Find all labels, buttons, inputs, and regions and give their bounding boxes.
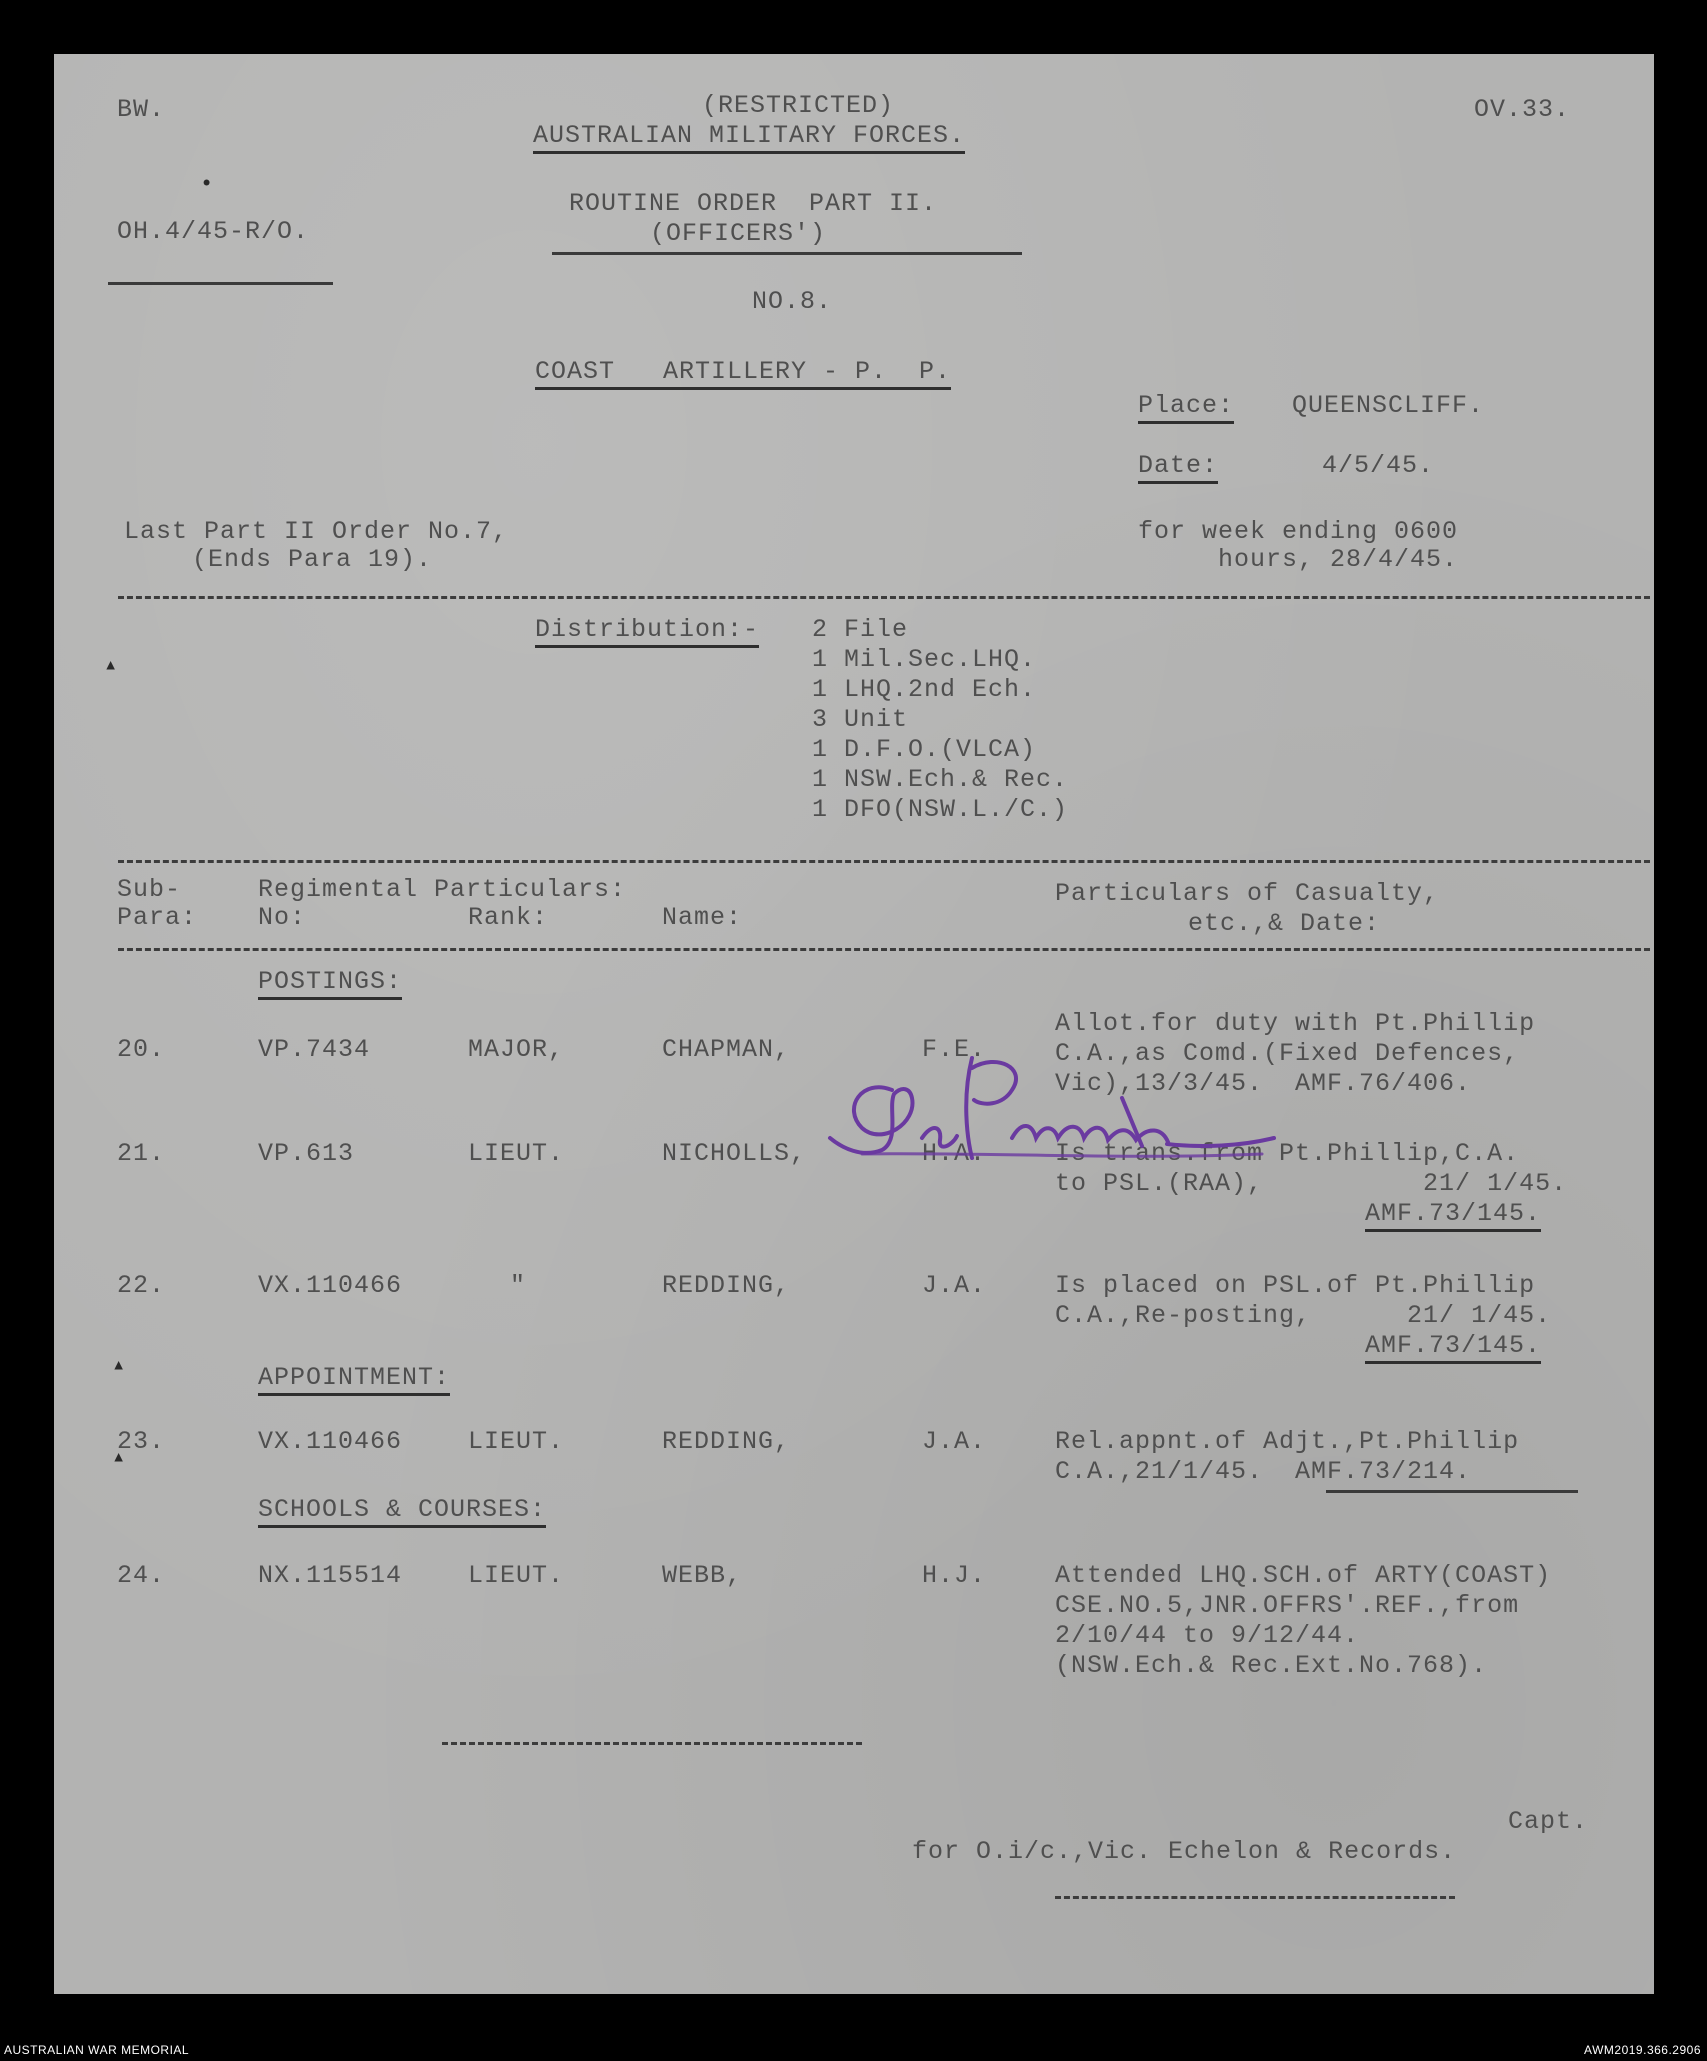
section-postings: POSTINGS:: [258, 968, 402, 1000]
entry-detail: C.A.,as Comd.(Fixed Defences,: [1055, 1039, 1520, 1068]
entry-name: NICHOLLS,: [662, 1139, 807, 1168]
entry-detail: (NSW.Ech.& Rec.Ext.No.768).: [1055, 1651, 1488, 1680]
reference-rule: [108, 282, 333, 285]
right-code: OV.33.: [1474, 95, 1571, 124]
unit-heading: COAST ARTILLERY - P. P.: [535, 358, 951, 390]
separator-dashes-3: [118, 948, 1650, 951]
entry-detail: Attended LHQ.SCH.of ARTY(COAST): [1055, 1561, 1552, 1590]
entry-initials: J.A.: [922, 1271, 987, 1300]
distribution-item: 1 NSW.Ech.& Rec.: [812, 765, 1069, 794]
entry-detail: to PSL.(RAA), 21/ 1/45.: [1055, 1169, 1568, 1198]
entry-para: 22.: [117, 1271, 166, 1300]
entry-detail: 2/10/44 to 9/12/44.: [1055, 1621, 1360, 1650]
entry-para: 20.: [117, 1035, 166, 1064]
entry-initials: F.E.: [922, 1035, 987, 1064]
entry-detail: Is trans.from Pt.Phillip,C.A.: [1055, 1139, 1520, 1168]
column-no: No:: [258, 903, 307, 932]
entry-no: VP.7434: [258, 1035, 371, 1064]
entry-para: 24.: [117, 1561, 166, 1590]
restricted-label: (RESTRICTED): [702, 91, 895, 120]
place-label: Place:: [1138, 392, 1234, 424]
entry-para: 23.: [117, 1427, 166, 1456]
column-rank: Rank:: [468, 903, 549, 932]
left-code: BW.: [117, 95, 166, 124]
date-label: Date:: [1138, 452, 1218, 484]
entry-detail: Is placed on PSL.of Pt.Phillip: [1055, 1271, 1536, 1300]
amf-underline: [1326, 1490, 1578, 1493]
entry-detail: CSE.NO.5,JNR.OFFRS'.REF.,from: [1055, 1591, 1520, 1620]
entry-detail: C.A.,Re-posting, 21/ 1/45.: [1055, 1301, 1552, 1330]
entry-detail: C.A.,21/1/45. AMF.73/214.: [1055, 1457, 1472, 1486]
date-value: 4/5/45.: [1322, 451, 1435, 480]
signatory-line: for O.i/c.,Vic. Echelon & Records.: [912, 1837, 1457, 1866]
entry-name: REDDING,: [662, 1427, 791, 1456]
place-value: QUEENSCLIFF.: [1292, 391, 1485, 420]
entry-para: 21.: [117, 1139, 166, 1168]
separator-dashes-4: [442, 1742, 862, 1745]
last-order-line1: Last Part II Order No.7,: [124, 517, 509, 546]
entry-name: WEBB,: [662, 1561, 743, 1590]
entry-detail: AMF.73/145.: [1365, 1200, 1541, 1232]
entry-rank: LIEUT.: [468, 1427, 565, 1456]
signatory-rank: Capt.: [1508, 1807, 1589, 1836]
week-ending-line2: hours, 28/4/45.: [1218, 545, 1459, 574]
separator-dashes-1: [118, 596, 1650, 599]
column-regimental: Regimental Particulars:: [258, 875, 627, 904]
entry-detail: AMF.73/145.: [1365, 1332, 1541, 1364]
stray-mark: ▴: [112, 1445, 126, 1470]
forces-heading: AUSTRALIAN MILITARY FORCES.: [533, 122, 965, 154]
distribution-item: 1 Mil.Sec.LHQ.: [812, 645, 1037, 674]
entry-rank: LIEUT.: [468, 1561, 565, 1590]
footer-credit: AUSTRALIAN WAR MEMORIAL: [4, 2043, 190, 2057]
order-title-rule: [552, 252, 1022, 255]
section-schools: SCHOOLS & COURSES:: [258, 1496, 546, 1528]
distribution-label: Distribution:-: [535, 616, 759, 648]
entry-rank: ": [510, 1271, 527, 1300]
distribution-item: 3 Unit: [812, 705, 909, 734]
distribution-item: 1 LHQ.2nd Ech.: [812, 675, 1037, 704]
distribution-item: 2 File: [812, 615, 909, 644]
entry-detail: Rel.appnt.of Adjt.,Pt.Phillip: [1055, 1427, 1520, 1456]
order-number: NO.8.: [752, 287, 833, 316]
column-sub: Sub-: [117, 875, 182, 904]
footer-accession: AWM2019.366.2906: [1584, 2043, 1701, 2057]
section-appointment: APPOINTMENT:: [258, 1364, 450, 1396]
entry-detail: Vic),13/3/45. AMF.76/406.: [1055, 1069, 1472, 1098]
stray-mark: •: [200, 172, 214, 197]
entry-no: VP.613: [258, 1139, 355, 1168]
separator-dashes-2: [118, 860, 1650, 863]
entry-no: NX.115514: [258, 1561, 403, 1590]
entry-initials: H.A.: [922, 1139, 987, 1168]
column-casualty-date: etc.,& Date:: [1188, 909, 1381, 938]
distribution-item: 1 DFO(NSW.L./C.): [812, 795, 1069, 824]
column-casualty: Particulars of Casualty,: [1055, 879, 1440, 908]
entry-initials: J.A.: [922, 1427, 987, 1456]
distribution-item: 1 D.F.O.(VLCA): [812, 735, 1037, 764]
entry-no: VX.110466: [258, 1427, 403, 1456]
order-subtitle: (OFFICERS'): [650, 219, 827, 248]
entry-name: CHAPMAN,: [662, 1035, 791, 1064]
entry-initials: H.J.: [922, 1561, 987, 1590]
stray-mark: ▴: [104, 653, 118, 678]
entry-rank: MAJOR,: [468, 1035, 565, 1064]
entry-name: REDDING,: [662, 1271, 791, 1300]
column-name: Name:: [662, 903, 743, 932]
last-order-line2: (Ends Para 19).: [192, 545, 433, 574]
order-title: ROUTINE ORDER PART II.: [569, 189, 938, 218]
entry-detail: Allot.for duty with Pt.Phillip: [1055, 1009, 1536, 1038]
stray-mark: ▴: [112, 1353, 126, 1378]
entry-rank: LIEUT.: [468, 1139, 565, 1168]
column-para: Para:: [117, 903, 198, 932]
week-ending-line1: for week ending 0600: [1138, 517, 1459, 546]
reference-number: OH.4/45-R/O.: [117, 217, 310, 246]
separator-dashes-5: [1055, 1896, 1455, 1899]
entry-no: VX.110466: [258, 1271, 403, 1300]
handwritten-signature: [822, 1028, 1282, 1178]
